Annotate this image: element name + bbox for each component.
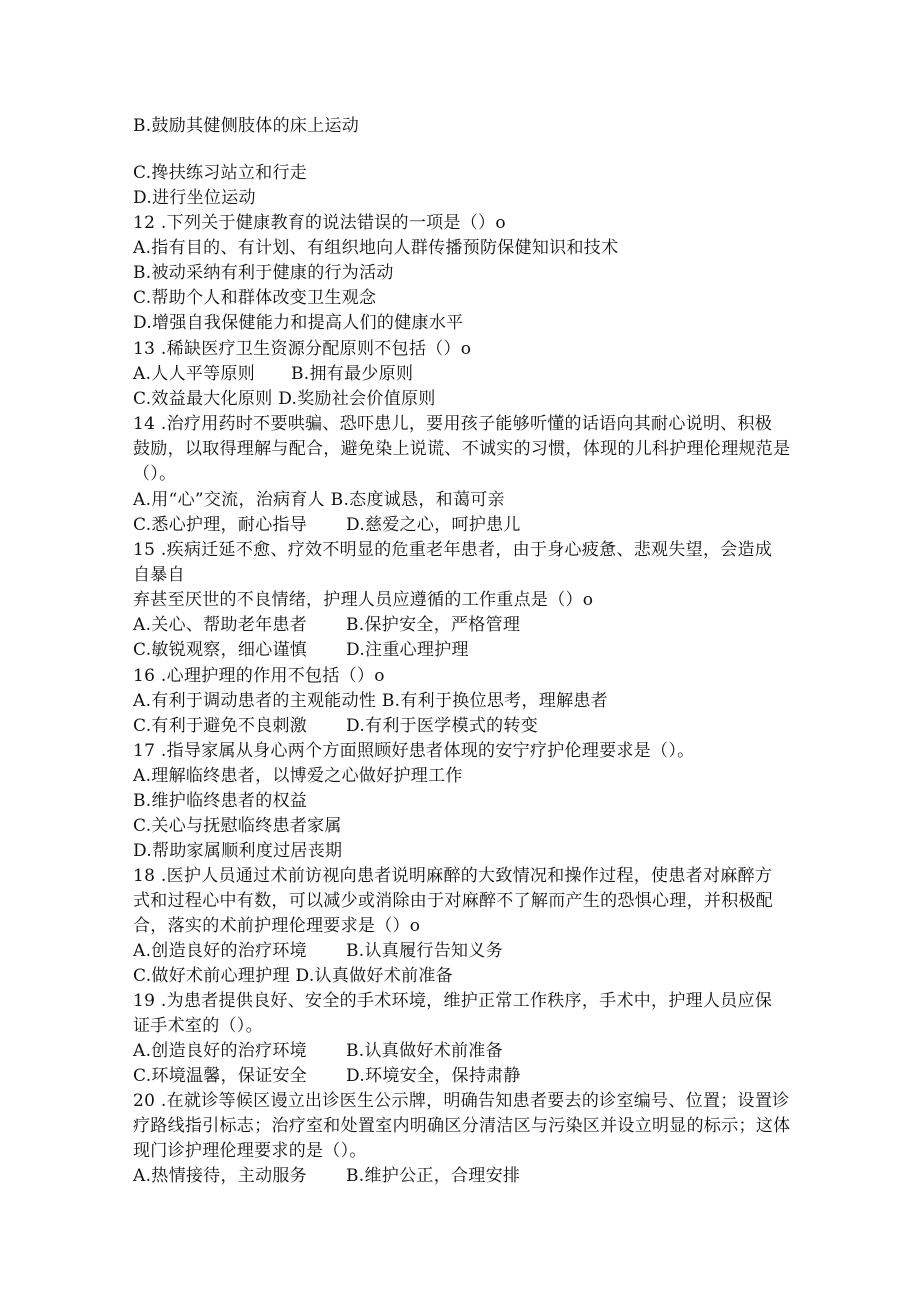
question-line: 17 .指导家属从身心两个方面照顾好患者体现的安宁疗护伦理要求是（）。 [133, 741, 695, 761]
question-line: 15 .疾病迁延不愈、疗效不明显的危重老年患者，由于身心疲惫、悲观失望，会造成 [133, 540, 773, 560]
option-line: B.鼓励其健侧肢体的床上运动 [133, 116, 360, 136]
option-left: C.悉心护理，耐心指导 [133, 515, 308, 535]
question-line: 证手术室的（）。 [133, 1016, 263, 1036]
question-line: 现门诊护理伦理要求的是（）。 [133, 1141, 367, 1161]
option-line: C.效益最大化原则 D.奖励社会价值原则 [133, 389, 436, 409]
option-line: A.理解临终患者，以博爱之心做好护理工作 [133, 766, 463, 786]
option-left: C.有利于避免不良刺激 [133, 716, 308, 736]
option-line: C.做好术前心理护理 D.认真做好术前准备 [133, 966, 453, 986]
question-line: 12 .下列关于健康教育的说法错误的一项是（）o [133, 213, 506, 233]
option-pair-line [133, 714, 539, 738]
option-pair-line [133, 1064, 521, 1088]
option-left: A.热情接待，主动服务 [133, 1166, 307, 1186]
question-line: 13 .稀缺医疗卫生资源分配原则不包括（）o [133, 339, 472, 359]
option-line: C.搀扶练习站立和行走 [133, 163, 308, 183]
option-pair-line [133, 939, 503, 963]
question-line: （）。 [133, 464, 177, 484]
option-left: C.敏锐观察，细心谨慎 [133, 640, 308, 660]
question-line: 16 .心理护理的作用不包括（）o [133, 666, 385, 686]
option-pair-line [133, 638, 469, 662]
option-pair-line [133, 1039, 503, 1063]
option-line: A.有利于调动患者的主观能动性 B.有利于换位思考，理解患者 [133, 691, 608, 711]
option-line: D.进行坐位运动 [133, 188, 256, 208]
question-line: 式和过程心中有数，可以减少或消除由于对麻醉不了解而产生的恐惧心理，并积极配 [133, 891, 774, 911]
option-line: D.增强自我保健能力和提高人们的健康水平 [133, 313, 464, 333]
question-line: 合，落实的术前护理伦理要求是（）o [133, 916, 421, 936]
question-line: 鼓励，以取得理解与配合，避免染上说谎、不诚实的习惯，体现的儿科护理伦理规范是 [133, 439, 791, 459]
question-line: 疗路线指引标志；治疗室和处置室内明确区分清洁区与污染区并设立明显的标示；这体 [133, 1116, 791, 1136]
option-pair-line [133, 362, 414, 386]
option-left: A.创造良好的治疗环境 [133, 941, 307, 961]
option-pair-line [133, 1164, 521, 1188]
option-right: D.环境安全，保持肃静 [346, 1066, 521, 1086]
option-left: A.创造良好的治疗环境 [133, 1041, 307, 1061]
option-right: B.维护公正，合理安排 [346, 1166, 521, 1186]
question-line: 14 .治疗用药时不要哄骗、恐吓患儿，要用孩子能够听懂的话语向其耐心说明、积极 [133, 414, 773, 434]
option-line: B.维护临终患者的权益 [133, 791, 308, 811]
option-left: A.关心、帮助老年患者 [133, 615, 307, 635]
question-line: 19 .为患者提供良好、安全的手术环境，维护正常工作秩序，手术中，护理人员应保 [133, 991, 773, 1011]
option-right: B.保护安全，严格管理 [346, 615, 521, 635]
option-line: B.被动采纳有利于健康的行为活动 [133, 263, 394, 283]
option-right: B.认真履行告知义务 [346, 941, 503, 961]
question-line: 18 .医护人员通过术前访视向患者说明麻醉的大致情况和操作过程，使患者对麻醉方 [133, 866, 773, 886]
option-right: B.拥有最少原则 [291, 364, 414, 384]
option-line: C.帮助个人和群体改变卫生观念 [133, 288, 377, 308]
option-line: C.关心与抚慰临终患者家属 [133, 816, 342, 836]
option-line: A.指有目的、有计划、有组织地向人群传播预防保健知识和技术 [133, 238, 619, 258]
option-left: C.环境温馨，保证安全 [133, 1066, 308, 1086]
question-line: 20 .在就诊等候区谩立出诊医生公示牌，明确告知患者要去的诊室编号、位置；设置诊 [133, 1091, 790, 1111]
option-pair-line [133, 613, 521, 637]
question-line: 弃甚至厌世的不良情绪，护理人员应遵循的工作重点是（）o [133, 590, 594, 610]
question-line: 自暴自 [133, 565, 185, 585]
option-right: D.注重心理护理 [346, 640, 469, 660]
option-right: D.慈爱之心，呵护患儿 [346, 515, 521, 535]
option-right: B.认真做好术前准备 [346, 1041, 503, 1061]
option-line: D.帮助家属顺利度过居丧期 [133, 841, 343, 861]
option-right: D.有利于医学模式的转变 [346, 716, 539, 736]
option-pair-line [133, 513, 521, 537]
option-line: A.用“心”交流，治病育人 B.态度诚恳，和蔼可亲 [133, 490, 505, 510]
option-left: A.人人平等原则 [133, 364, 256, 384]
